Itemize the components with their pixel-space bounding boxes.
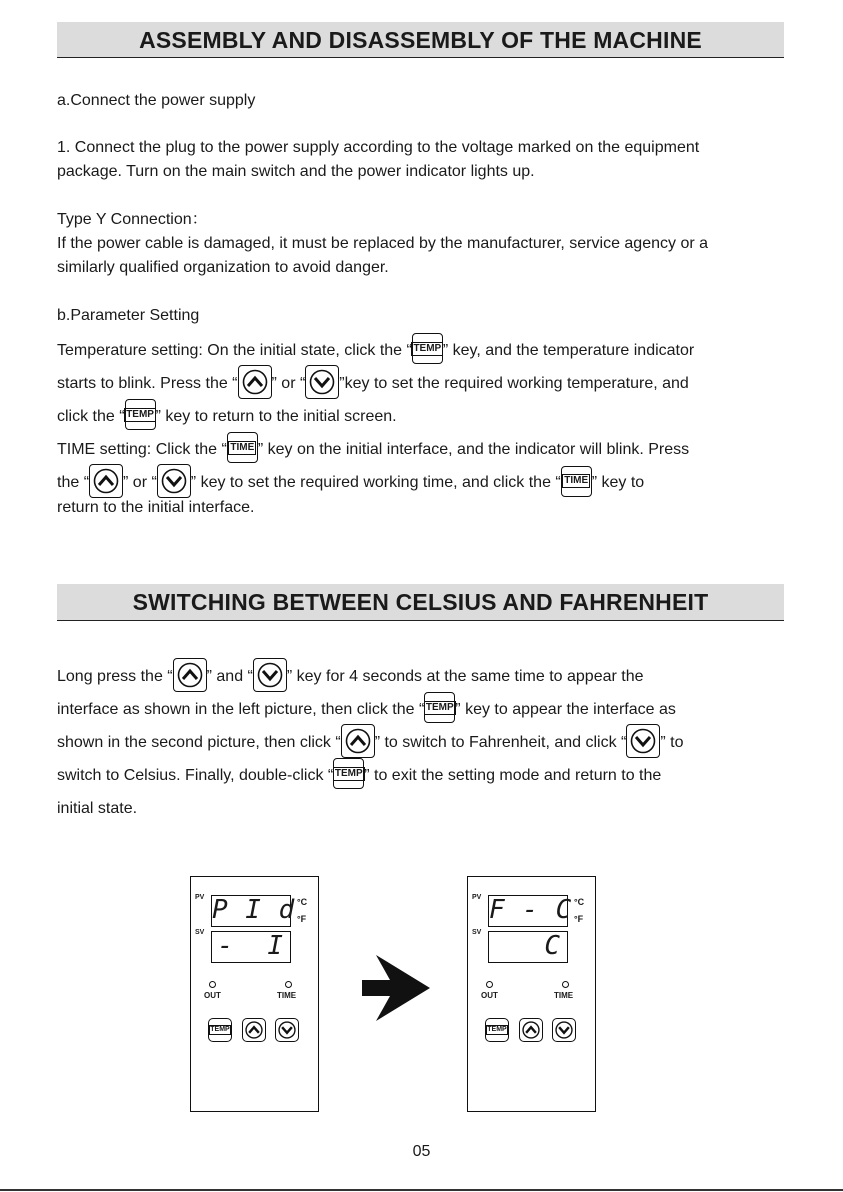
sv-display: C	[488, 931, 568, 963]
down-chevron-icon	[253, 658, 287, 692]
sv-label: SV	[195, 929, 205, 936]
out-led	[209, 981, 216, 988]
out-led	[486, 981, 493, 988]
fahrenheit-indicator: °F	[574, 914, 584, 924]
temp-setting-line1	[57, 334, 694, 367]
time-led	[562, 981, 569, 988]
sv-display: - I	[211, 931, 291, 963]
text: click the “	[57, 408, 125, 425]
down-button[interactable]	[552, 1018, 576, 1042]
bottom-divider	[0, 1189, 843, 1191]
section-title-celsius-fahrenheit: SWITCHING BETWEEN CELSIUS AND FAHRENHEIT	[57, 584, 784, 621]
celsius-indicator: °C	[574, 897, 585, 907]
down-chevron-icon	[157, 464, 191, 498]
out-label: OUT	[481, 991, 498, 1000]
text: TIME setting: Click the “	[57, 441, 227, 458]
up-chevron-icon	[238, 365, 272, 399]
controller-panel-left	[190, 876, 319, 1112]
up-chevron-icon	[173, 658, 207, 692]
temp-button[interactable]	[208, 1018, 232, 1042]
temp-key-icon: TEMP	[125, 399, 156, 430]
temp-key-label: TEMP	[210, 1026, 230, 1033]
text: Temperature setting: On the initial state, click the “	[57, 342, 412, 359]
text: ” key for 4 seconds at the same time to appear the	[286, 668, 644, 686]
time-label: TIME	[554, 991, 574, 1000]
connect-plug-line1: 1. Connect the plug to the power supply according to the voltage marked on the equipment	[57, 139, 700, 156]
pv-display: P I d	[212, 895, 296, 925]
text: ” to exit the setting mode and return to the	[364, 767, 662, 784]
text: Long press the “	[57, 668, 173, 686]
text: switch to Celsius. Finally, double-click “	[57, 767, 334, 784]
time-led	[285, 981, 292, 988]
type-y-line1: If the power cable is damaged, it must be replaced by the manufacturer, service agency or a	[57, 235, 709, 252]
text: ” key to appear the interface as	[455, 701, 676, 718]
switch-line3	[57, 726, 683, 760]
time-setting-line3: return to the initial interface.	[57, 499, 255, 516]
switch-line2	[57, 693, 676, 726]
fahrenheit-indicator: °F	[297, 914, 307, 924]
section-title-assembly: ASSEMBLY AND DISASSEMBLY OF THE MACHINE	[57, 22, 784, 58]
down-chevron-icon	[278, 1021, 296, 1039]
pv-label: PV	[472, 894, 482, 901]
text: ” key, and the temperature indicator	[442, 342, 695, 359]
text: starts to blink. Press the “	[57, 375, 238, 393]
temp-key-icon: TEMP	[424, 692, 455, 723]
parameter-setting-heading: b.Parameter Setting	[57, 307, 200, 324]
celsius-indicator: °C	[297, 897, 308, 907]
up-button[interactable]	[242, 1018, 266, 1042]
time-setting-line2	[57, 466, 644, 500]
type-y-heading: Type Y Connection：	[57, 211, 208, 228]
text: ”key to set the required working temperature, and	[339, 375, 689, 393]
sv-label: SV	[472, 929, 482, 936]
text: ” key to return to the initial screen.	[155, 408, 397, 425]
down-chevron-icon	[555, 1021, 573, 1039]
text: shown in the second picture, then click “	[57, 734, 341, 752]
down-button[interactable]	[275, 1018, 299, 1042]
type-y-line2: similarly qualified organization to avoid danger.	[57, 259, 389, 276]
temp-key-icon: TEMP	[412, 333, 443, 364]
down-chevron-icon	[305, 365, 339, 399]
time-key-icon: TIME	[561, 466, 592, 497]
down-chevron-icon	[626, 724, 660, 758]
time-setting-line1	[57, 433, 689, 466]
text: ” key to set the required working time, and click the “	[190, 474, 561, 492]
up-chevron-icon	[522, 1021, 540, 1039]
connect-plug-line2: package. Turn on the main switch and the power indicator lights up.	[57, 163, 535, 180]
text: ” to switch to Fahrenheit, and click “	[374, 734, 627, 752]
temp-button[interactable]	[485, 1018, 509, 1042]
text: ” or “	[123, 474, 157, 492]
time-label: TIME	[277, 991, 297, 1000]
pv-label: PV	[195, 894, 205, 901]
up-button[interactable]	[519, 1018, 543, 1042]
text: ” and “	[206, 668, 253, 686]
switch-line5: initial state.	[57, 800, 138, 817]
switch-line1	[57, 660, 644, 694]
out-label: OUT	[204, 991, 221, 1000]
text: the “	[57, 474, 90, 492]
temp-key-label: TEMP	[487, 1026, 507, 1033]
temp-setting-line2	[57, 367, 689, 401]
up-chevron-icon	[341, 724, 375, 758]
controller-panel-right	[467, 876, 596, 1112]
text: ” key on the initial interface, and the indicator will blink. Press	[257, 441, 690, 458]
page-number: 05	[412, 1143, 431, 1160]
text: ” key to	[591, 474, 645, 492]
pv-display: F - C	[489, 895, 573, 925]
text: ” or “	[271, 375, 306, 393]
up-chevron-icon	[89, 464, 123, 498]
text: interface as shown in the left picture, then click the “	[57, 701, 425, 718]
time-key-icon: TIME	[227, 432, 258, 463]
temp-key-icon: TEMP	[333, 758, 364, 789]
switch-line4	[57, 759, 661, 792]
right-arrow-icon	[360, 953, 432, 1023]
connect-power-heading: a.Connect the power supply	[57, 92, 256, 109]
text: ” to	[660, 734, 684, 752]
up-chevron-icon	[245, 1021, 263, 1039]
temp-setting-line3	[57, 400, 397, 433]
